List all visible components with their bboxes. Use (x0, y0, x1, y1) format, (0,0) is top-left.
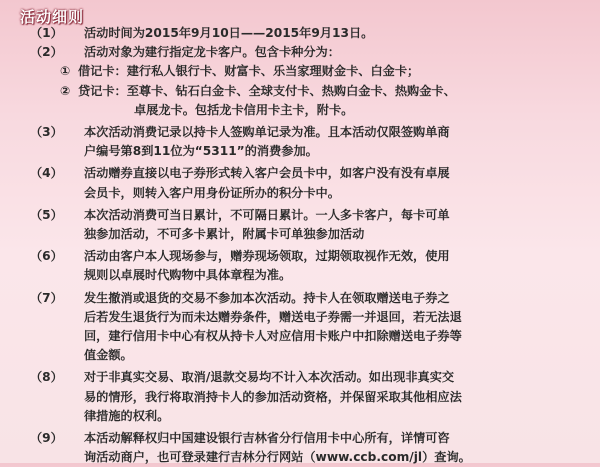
rule-number: （3） (30, 125, 63, 139)
rule-text: 本次活动消费记录以持卡人签购单记录为准。且本活动仅限签购单商 (84, 125, 450, 139)
rule-text: 户编号第8到11位为“5311”的消费参加。 (84, 144, 318, 159)
sub-rule-number: ① (60, 64, 71, 79)
page-title: 活动细则 (20, 8, 85, 26)
rule-text: 贷记卡：至尊卡、钻石白金卡、全球支付卡、热购白金卡、热购金卡、 (78, 83, 456, 98)
rule-number: （4） (30, 166, 63, 181)
rule-text: 活动对象为建行指定龙卡客户。包含卡种分为： (84, 45, 340, 60)
rule-text: 独参加活动，不可多卡累计，附属卡可单独参加活动 (84, 227, 365, 241)
rule-text: 本次活动消费可当日累计，不可隔日累计。一人多卡客户，每卡可单 (84, 207, 450, 222)
rule-number: （9） (30, 431, 63, 445)
rule-text: 借记卡：建行私人银行卡、财富卡、乐当家理财金卡、白金卡； (78, 64, 420, 79)
sub-rule-number: ② (60, 83, 71, 98)
rule-number: （7） (30, 290, 63, 305)
rule-text: 易的情形，我行将取消持卡人的参加活动资格，并保留采取其他相应法 (84, 389, 462, 404)
rule-text: 活动由客户本人现场参与，赠券现场领取，过期领取视作无效，使用 (84, 249, 450, 264)
rule-text: 后若发生退货行为而未达赠券条件，赠送电子券需一并退回，若无法退 (84, 309, 462, 324)
rule-number: （2） (30, 45, 63, 60)
rule-text: 本活动解释权归中国建设银行吉林省分行信用卡中心所有，详情可咨 (84, 431, 450, 445)
rule-text: 律措施的权利。 (84, 408, 170, 423)
rule-text: 值金额。 (84, 348, 133, 363)
rule-text: 卓展龙卡。包括龙卡信用卡主卡，附卡。 (134, 102, 354, 117)
rule-text: 活动赠券直接以电子券形式转入客户会员卡中，如客户没有没有卓展 (84, 166, 450, 181)
rule-text: 对于非真实交易、取消/退款交易均不计入本次活动。如出现非真实交 (84, 370, 455, 385)
rule-number: （5） (30, 207, 63, 222)
rule-text: 询活动商户，也可登录建行吉林分行网站（www.ccb.com/jl）查询。 (84, 450, 471, 465)
rule-number: （8） (30, 370, 63, 385)
rule-text: 会员卡，则转入客户用身份证所办的积分卡中。 (84, 185, 340, 200)
rule-text: 回，建行信用卡中心有权从持卡人对应信用卡账户中扣除赠送电子券等 (84, 329, 462, 343)
rule-number: （6） (30, 249, 63, 264)
rule-number: （1） (30, 26, 63, 40)
rule-text: 规则以卓展时代购物中具体章程为准。 (84, 268, 292, 283)
rule-text: 发生撤消或退货的交易不参加本次活动。持卡人在领取赠送电子券之 (84, 290, 450, 305)
rule-text: 活动时间为2015年9月10日——2015年9月13日。 (84, 26, 374, 40)
